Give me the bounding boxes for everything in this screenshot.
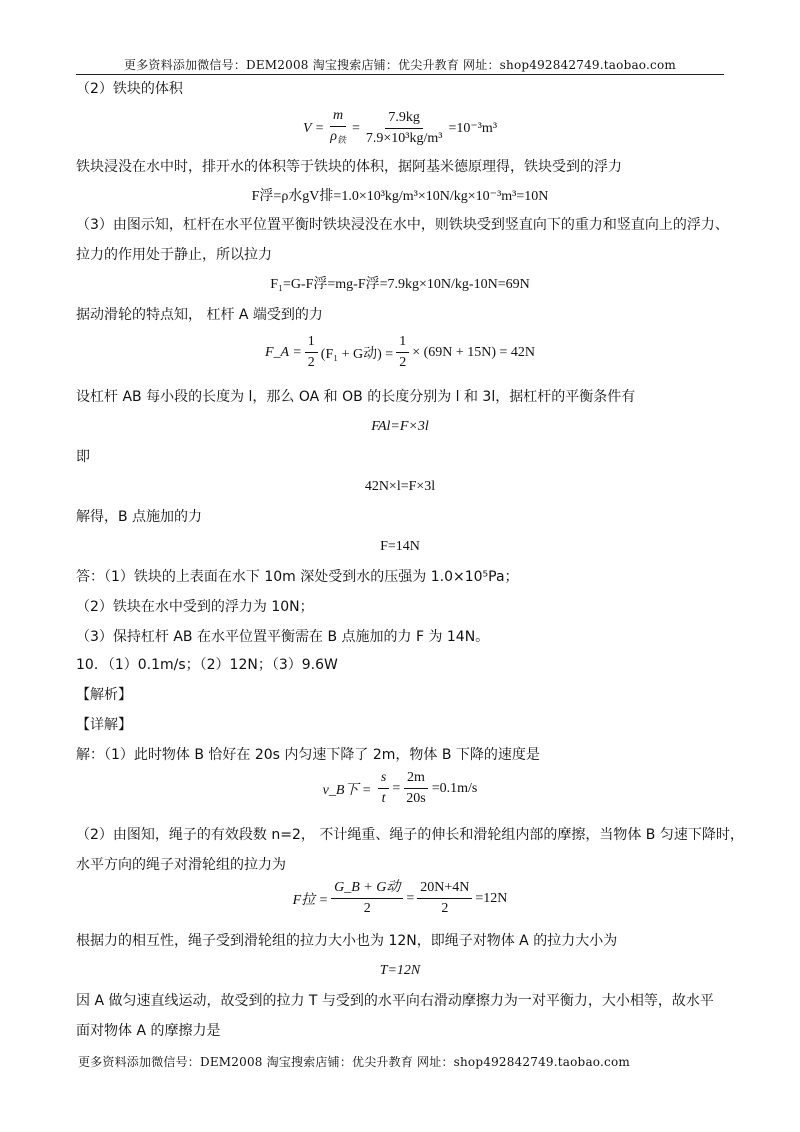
numerator: 2m — [404, 770, 428, 789]
text-line: 解：（1）此时物体 B 恰好在 20s 内匀速下降了 2m，物体 B 下降的速度是 — [76, 747, 540, 763]
fraction — [363, 110, 446, 147]
text-line: 根据力的相互性，绳子受到滑轮组的拉力大小也为 12N，即绳子对物体 A 的拉力大小为 — [76, 933, 618, 949]
formula-lhs: F拉 = — [292, 892, 329, 908]
numerator: s — [378, 770, 389, 789]
text-line: 面对物体 A 的摩擦力是 — [76, 1023, 221, 1039]
fraction — [396, 334, 409, 371]
text-line: 因 A 做匀速直线运动，故受到的拉力 T 与受到的水平向右滑动摩擦力为一对平衡力，大小相等，故水平 — [76, 993, 714, 1009]
header-rule — [76, 74, 724, 75]
text-line: （3）由图示知，杠杆在水平位置平衡时铁块浸没在水中，则铁块受到竖直向下的重力和竖直向上的浮力、 — [76, 217, 729, 233]
question-answer-line: 10．（1）0.1m/s；（2）12N；（3）9.6W — [76, 657, 338, 673]
numerator: G_B + G动 — [331, 880, 403, 899]
text-line: （2）由图知，绳子的有效段数 n=2， 不计绳重、绳子的伸长和滑轮组内部的摩擦，当物体 B 匀速下降时， — [76, 827, 744, 843]
formula-rhs: × (69N + 15N) = 42N — [412, 344, 536, 360]
fraction — [417, 880, 472, 917]
formula-rhs: =10⁻³m³ — [448, 121, 498, 136]
formula-rhs: =0.1m/s — [431, 780, 478, 796]
formula-rhs: =12N — [475, 890, 508, 906]
denominator — [327, 127, 349, 149]
text-line: 解得，B 点施加的力 — [76, 509, 203, 525]
numerator: 1 — [396, 334, 409, 353]
fraction — [331, 880, 403, 917]
denominator: 20s — [406, 791, 426, 806]
formula-tension: F₁=G-F浮=mg-F浮=7.9kg×10N/kg-10N=69N — [270, 277, 530, 292]
answer-line: 答：（1）铁块的上表面在水下 10m 深处受到水的压强为 1.0×10⁵Pa； — [76, 569, 519, 585]
fraction — [378, 770, 389, 807]
denominator: t — [381, 791, 386, 806]
numerator: m — [330, 108, 346, 127]
text-line: 即 — [76, 449, 90, 465]
text-line: （2）铁块的体积 — [76, 81, 183, 97]
fraction — [305, 334, 318, 371]
denominator: 2 — [441, 901, 449, 916]
formula-result: F=14N — [380, 539, 420, 554]
denominator: 2 — [363, 901, 371, 916]
answer-line: （2）铁块在水中受到的浮力为 10N； — [76, 599, 314, 615]
subscript: 铁 — [336, 136, 346, 146]
text-line: 设杠杆 AB 每小段的长度为 l，那么 OA 和 OB 的长度分别为 l 和 3l，据杠杆的平衡条件有 — [76, 389, 636, 405]
denominator: 7.9×10³kg/m³ — [365, 131, 443, 146]
numerator: 1 — [305, 334, 318, 353]
answer-line: （3）保持杠杆 AB 在水平位置平衡需在 B 点施加的力 F 为 14N。 — [76, 629, 490, 645]
fraction — [327, 108, 349, 149]
text-line: 拉力的作用处于静止，所以拉力 — [76, 247, 272, 263]
formula-lhs: v_B下 = — [322, 782, 372, 798]
formula-volume: V = $\frac{m}{\rho_铁}$ = $\frac{7.9kg}{\text{7.9×10³kg/m³}}$ =10⁻³m³ — [0, 108, 800, 149]
text-line: 据动滑轮的特点知， 杠杆 A 端受到的力 — [76, 307, 323, 323]
formula-t: T=12N — [379, 963, 421, 978]
text-line: 铁块浸没在水中时，排开水的体积等于铁块的体积，据阿基米德原理得，铁块受到的浮力 — [76, 159, 622, 175]
formula-balance: FAl=F×3l — [371, 419, 429, 434]
text-line: 水平方向的绳子对滑轮组的拉力为 — [76, 857, 286, 873]
formula-velocity: v_B下 = $\frac{s}{t}$ = $\frac{2m}{20s}$ =0.1m/s — [322, 770, 478, 806]
formula-equation: 42N×l=F×3l — [364, 479, 436, 494]
numerator: 7.9kg — [385, 110, 423, 129]
formula-mid: (F₁ + G动) = — [320, 346, 394, 362]
fraction — [403, 770, 428, 807]
formula-buoyancy: F浮=ρ水gV排=1.0×10³kg/m³×10N/kg×10⁻³m³=10N — [251, 189, 549, 204]
denominator: 2 — [307, 355, 315, 370]
numerator: 20N+4N — [417, 880, 472, 899]
page-header: 更多资料添加微信号：DEM2008 淘宝搜索店铺：优尖升教育 网址：shop492842749.taobao.com — [124, 58, 676, 72]
formula-lhs: V = — [302, 120, 325, 136]
formula-pull: F拉 = $\frac{\text{G\_B + G动}}{2}$ = $\frac{20N+4N}{2}$ =12N — [292, 880, 508, 916]
page-footer: 更多资料添加微信号：DEM2008 淘宝搜索店铺：优尖升教育 网址：shop492842749.taobao.com — [78, 1055, 630, 1069]
rho-symbol: ρ — [330, 129, 337, 144]
formula-force-a — [0, 334, 800, 371]
denominator: 2 — [399, 355, 407, 370]
section-heading: 【详解】 — [76, 717, 132, 733]
formula-lhs: F_A = — [264, 344, 302, 360]
section-heading: 【解析】 — [76, 687, 132, 703]
